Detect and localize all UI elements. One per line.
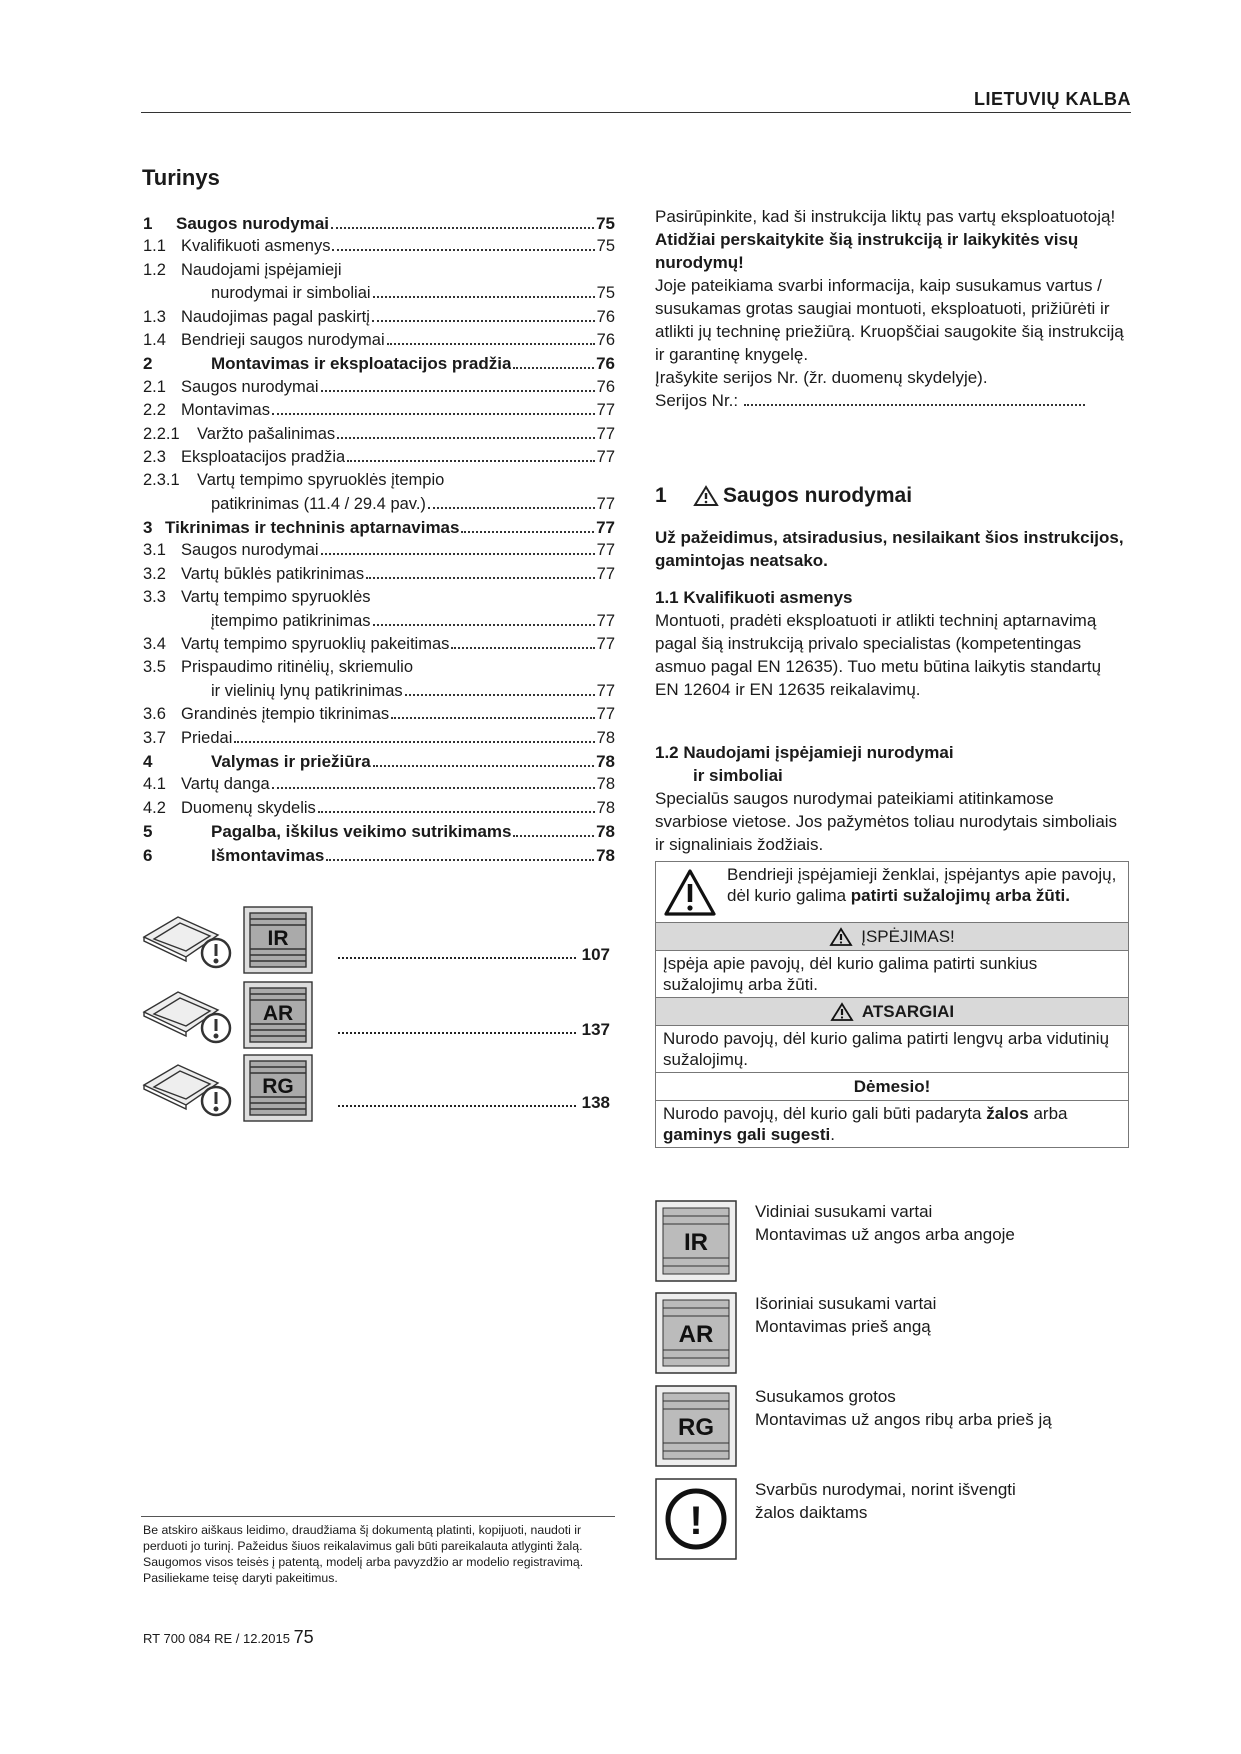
symbol-description: [755, 1200, 1015, 1246]
toc-label: įtempimo patikrinimas: [211, 611, 371, 630]
warning-triangle-icon: [693, 485, 719, 507]
toc-number: 2.2: [143, 401, 166, 420]
ref-page: 138: [581, 1093, 610, 1112]
symbol-row-ar: [655, 1292, 1125, 1377]
symbol-title: Svarbūs nurodymai, norint išvengti: [755, 1480, 1016, 1499]
toc-entry: [143, 214, 615, 237]
symbol-title: Išoriniai susukami vartai: [755, 1294, 937, 1313]
symbol-description: [755, 1478, 1016, 1524]
toc-dots: [373, 765, 594, 767]
toc-number: 5: [143, 822, 153, 842]
toc-dots: [387, 343, 595, 345]
ref-row-rg: [140, 1053, 612, 1123]
toc-number: 1.4: [143, 330, 166, 349]
toc-number: 3.4: [143, 635, 166, 654]
toc-entry: [143, 541, 615, 564]
symbol-subtitle: žalos daiktams: [755, 1503, 868, 1522]
toc-page: 77: [596, 494, 615, 513]
toc-number: 4.2: [143, 798, 166, 817]
toc-label: Tikrinimas ir techninis aptarnavimas: [165, 518, 460, 538]
toc-label: Varžto pašalinimas: [197, 424, 336, 443]
rolling-grille-icon: [655, 1385, 737, 1467]
ref-dots: [338, 1032, 576, 1034]
outer-rolling-door-icon: [655, 1292, 737, 1374]
warning-text: Įspėja apie pavojų, dėl kurio galima patirti sunkius sužalojimų arba žūti.: [656, 951, 1128, 998]
section-title: Saugos nurodymai: [723, 484, 913, 507]
toc-entry: [143, 518, 615, 541]
section-1-heading: [655, 484, 1125, 507]
toc-entry: [143, 448, 615, 471]
toc-dots: [366, 577, 595, 579]
subsection-1-2-title: [655, 741, 1125, 787]
text-part: .: [830, 1125, 835, 1144]
toc-number: 2.1: [143, 377, 166, 396]
language-label: LIETUVIŲ KALBA: [974, 89, 1131, 109]
text-emphasis: gaminys gali sugesti: [663, 1125, 831, 1144]
toc-dots: [451, 647, 594, 649]
intro-block: [655, 205, 1125, 412]
symbol-row-important: [655, 1478, 1125, 1563]
toc-entry: [143, 237, 615, 260]
svg-text:!: !: [689, 1499, 703, 1543]
ir-manual-reference-icon: [140, 905, 330, 975]
svg-text:AR: AR: [262, 1002, 294, 1025]
caution-text: Nurodo pavojų, dėl kurio galima patirti lengvų arba vidutinių sužalojimų.: [656, 1026, 1128, 1073]
svg-text:RG: RG: [262, 1075, 294, 1098]
toc-entry: [143, 846, 615, 869]
toc-label: Saugos nurodymai: [181, 377, 319, 396]
toc-page: 78: [596, 822, 615, 842]
toc-label: nurodymai ir simboliai: [211, 284, 371, 303]
toc-entry-continuation: [143, 612, 615, 635]
symbol-subtitle: Montavimas už angos ribų arba prieš ją: [755, 1410, 1052, 1429]
toc-page: 77: [596, 401, 615, 420]
warning-triangle-icon: [829, 927, 853, 947]
toc-label: Vartų tempimo spyruoklės: [181, 588, 371, 607]
ref-page: 107: [581, 945, 610, 964]
subsection-title-line: 1.2 Naudojami įspėjamieji nurodymai: [655, 743, 954, 762]
toc-label: Prispaudimo ritinėlių, skriemulio: [181, 658, 413, 677]
toc-label: Vartų tempimo spyruoklės įtempio: [197, 471, 445, 490]
toc-number: 3: [143, 518, 153, 538]
toc-dots: [318, 811, 595, 813]
toc-dots: [321, 390, 595, 392]
text-part: arba: [1028, 1104, 1068, 1123]
toc-label: ir vielinių lynų patikrinimas: [211, 681, 403, 700]
warning-label: ĮSPĖJIMAS!: [861, 927, 955, 946]
ar-manual-reference-icon: [140, 980, 330, 1050]
general-warning-text: [727, 864, 1121, 918]
symbol-description: [755, 1385, 1052, 1431]
toc-page: 76: [596, 377, 615, 396]
warning-triangle-icon: [663, 868, 717, 918]
symbol-title: Susukamos grotos: [755, 1387, 896, 1406]
toc-label: Priedai: [181, 728, 233, 747]
toc-number: 6: [143, 845, 153, 865]
ref-page: 137: [581, 1020, 610, 1039]
toc-entry: [143, 729, 615, 752]
toc-dots: [234, 741, 594, 743]
toc-page: 76: [596, 307, 615, 326]
toc-number: 4: [143, 751, 153, 771]
toc-entry: [143, 354, 615, 377]
toc-dots: [332, 249, 594, 251]
toc-label: Išmontavimas: [211, 845, 325, 865]
toc-title: Turinys: [142, 165, 220, 190]
toc-label: Vartų būklės patikrinimas: [181, 564, 365, 583]
caution-heading: [656, 998, 1128, 1026]
toc-number: 2.3.1: [143, 471, 180, 490]
legal-rule: [141, 1516, 615, 1517]
toc-label: Grandinės įtempio tikrinimas: [181, 705, 390, 724]
section-number: 1: [655, 484, 667, 507]
toc-label: Vartų tempimo spyruoklių pakeitimas: [181, 635, 450, 654]
toc-entry: [143, 658, 615, 681]
svg-text:AR: AR: [678, 1321, 714, 1348]
toc-entry: [143, 635, 615, 658]
toc-page: 75: [596, 237, 615, 256]
toc-label: Bendrieji saugos nurodymai: [181, 330, 385, 349]
serial-fill: [744, 404, 1085, 406]
svg-text:RG: RG: [678, 1414, 714, 1441]
toc-dots: [428, 507, 595, 509]
toc-page: 76: [596, 330, 615, 349]
inner-rolling-door-icon: [655, 1200, 737, 1282]
serial-line: [655, 389, 1085, 412]
toc-number: 3.1: [143, 541, 166, 560]
toc-page: 78: [596, 728, 615, 747]
toc-label: Naudojimas pagal paskirtį: [181, 307, 370, 326]
toc-entry: [143, 822, 615, 845]
text-emphasis: patirti sužalojimų arba žūti.: [850, 886, 1070, 905]
toc-page: 75: [596, 214, 615, 233]
toc-page: 76: [596, 354, 615, 374]
toc-label: Saugos nurodymai: [181, 541, 319, 560]
legal-notice: Be atskiro aiškaus leidimo, draudžiama šį dokumentą platinti, kopijuoti, naudoti ir perduoti jo turinį. Pažeidus šiuos reikalavimus gali būti pareikalauta atlyginti žalą. Saugomos visos teisės į patentą, modelį arba pavyzdžio ar modelio registravimą. Pasiliekame teisę daryti pakeitimus.: [143, 1523, 584, 1585]
toc-dots: [347, 460, 594, 462]
toc-number: 3.5: [143, 658, 166, 677]
toc-dots: [513, 367, 594, 369]
toc-label: Saugos nurodymai: [176, 214, 330, 233]
toc-entry: [143, 308, 615, 331]
page-number: 75: [293, 1627, 314, 1647]
attention-heading: Dėmesio!: [656, 1073, 1128, 1101]
toc-entry: [143, 799, 615, 822]
toc-number: 1.2: [143, 260, 166, 279]
svg-text:IR: IR: [684, 1229, 708, 1256]
symbol-subtitle: Montavimas prieš angą: [755, 1317, 931, 1336]
toc-number: 3.7: [143, 728, 166, 747]
toc-number: 1: [143, 214, 153, 233]
ref-dots: [338, 957, 576, 959]
document-number: RT 700 084 RE / 12.2015: [143, 1631, 290, 1646]
intro-text: Pasirūpinkite, kad ši instrukcija liktų pas vartų eksploatuotoją!: [655, 207, 1116, 226]
toc-number: 2: [143, 354, 153, 374]
toc-entry: [143, 775, 615, 798]
toc-dots: [272, 413, 595, 415]
ref-row-ar: [140, 980, 612, 1050]
subsection-title-line: ir simboliai: [693, 766, 783, 785]
page-footer: [143, 1627, 314, 1648]
svg-text:IR: IR: [267, 927, 289, 950]
toc-page: 78: [596, 845, 615, 865]
toc-number: 3.6: [143, 705, 166, 724]
attention-text: [656, 1101, 1128, 1147]
toc-dots: [321, 553, 595, 555]
toc-page: 77: [596, 681, 615, 700]
toc-label: Pagalba, iškilus veikimo sutrikimams: [211, 822, 512, 842]
toc-page: 75: [596, 284, 615, 303]
toc-label: Montavimas ir eksploatacijos pradžia: [211, 354, 512, 374]
toc-page: 77: [596, 564, 615, 583]
toc-dots: [272, 787, 595, 789]
ref-dots: [338, 1105, 576, 1107]
toc-entry: [143, 705, 615, 728]
toc-dots: [513, 835, 594, 837]
symbol-description: [755, 1292, 936, 1338]
warning-heading: [656, 923, 1128, 951]
toc-entry: [143, 401, 615, 424]
toc-label: Duomenų skydelis: [181, 798, 316, 817]
toc-dots: [461, 531, 594, 533]
toc-label: Kvalifikuoti asmenys: [181, 237, 331, 256]
symbol-title: Vidiniai susukami vartai: [755, 1202, 933, 1221]
toc-entry: [143, 331, 615, 354]
table-of-contents: [143, 214, 615, 869]
toc-dots: [372, 320, 595, 322]
warning-table: [655, 861, 1129, 1148]
toc-number: 1.3: [143, 307, 166, 326]
toc-label: patikrinimas (11.4 / 29.4 pav.): [211, 494, 426, 513]
header-rule: [141, 112, 1131, 113]
toc-entry-continuation: [143, 284, 615, 307]
symbol-row-rg: [655, 1385, 1125, 1470]
subsection-1-1-text: Montuoti, pradėti eksploatuoti ir atlikti techninį aptarnavimą pagal šią instrukciją privalo specialistas (kompetentingas asmuo pagal EN 12635). Tuo metu būtina laikytis standartų EN 12604 ir EN 12635 reikalavimų.: [655, 611, 1102, 699]
toc-number: 3.2: [143, 564, 166, 583]
toc-page: 77: [596, 447, 615, 466]
caution-label: ATSARGIAI: [861, 1002, 955, 1021]
serial-label: Serijos Nr.:: [655, 391, 739, 410]
text-emphasis: žalos: [986, 1104, 1029, 1123]
toc-dots: [326, 859, 594, 861]
toc-page: 78: [596, 751, 615, 771]
ref-row-ir: [140, 905, 612, 975]
text-part: Nurodo pavojų, dėl kurio gali būti padaryta: [663, 1104, 987, 1123]
toc-entry: [143, 588, 615, 611]
toc-entry: [143, 471, 615, 494]
toc-dots: [373, 296, 595, 298]
symbol-subtitle: Montavimas už angos arba angoje: [755, 1225, 1015, 1244]
toc-page: 77: [596, 424, 615, 443]
toc-number: 2.3: [143, 447, 166, 466]
toc-page: 77: [596, 518, 615, 538]
toc-number: 3.3: [143, 588, 166, 607]
toc-entry: [143, 565, 615, 588]
toc-page: 78: [596, 775, 615, 794]
toc-entry: [143, 752, 615, 775]
toc-number: 4.1: [143, 775, 166, 794]
toc-dots: [331, 227, 594, 229]
toc-dots: [337, 437, 594, 439]
toc-dots: [391, 717, 594, 719]
intro-emphasis: Atidžiai perskaitykite šią instrukciją ir laikykitės visų nurodymų!: [655, 230, 1079, 272]
toc-entry: [143, 261, 615, 284]
warning-triangle-icon: [830, 1002, 854, 1022]
toc-label: Eksploatacijos pradžia: [181, 447, 346, 466]
toc-entry-continuation: [143, 682, 615, 705]
toc-dots: [373, 624, 595, 626]
toc-page: 78: [596, 798, 615, 817]
subsection-1-1-title: 1.1 Kvalifikuoti asmenys: [655, 588, 853, 607]
symbol-row-ir: [655, 1200, 1125, 1285]
toc-number: 2.2.1: [143, 424, 180, 443]
toc-page: 77: [596, 635, 615, 654]
intro-text: Joje pateikiama svarbi informacija, kaip susukamus vartus / susukamas grotas saugiai montuoti, eksploatuoti, prižiūrėti ir atlikti jų techninę priežiūrą. Kruopščiai saugokite šią instrukciją ir garantinę knygelę.: [655, 276, 1124, 364]
exclamation-circle-icon: [655, 1478, 737, 1560]
general-warning-row: [656, 862, 1128, 923]
toc-entry-continuation: [143, 495, 615, 518]
text-part: Bendrieji įspėjamieji ženklai, įspėjantys apie pavojų, dėl kurio galima: [727, 865, 1117, 905]
toc-page: 77: [596, 541, 615, 560]
toc-entry: [143, 378, 615, 401]
toc-page: 77: [596, 611, 615, 630]
rg-manual-reference-icon: [140, 1053, 330, 1123]
toc-page: 77: [596, 705, 615, 724]
toc-entry: [143, 425, 615, 448]
toc-number: 1.1: [143, 237, 166, 256]
toc-label: Valymas ir priežiūra: [211, 751, 371, 771]
toc-label: Vartų danga: [181, 775, 270, 794]
toc-dots: [405, 694, 595, 696]
section-lead: Už pažeidimus, atsiradusius, nesilaikant šios instrukcijos, gamintojas neatsako.: [655, 528, 1124, 570]
toc-label: Montavimas: [181, 401, 270, 420]
intro-text: Įrašykite serijos Nr. (žr. duomenų skydelyje).: [655, 368, 988, 387]
toc-label: Naudojami įspėjamieji: [181, 260, 342, 279]
subsection-1-2-text: Specialūs saugos nurodymai pateikiami atitinkamose svarbiose vietose. Jos pažymėtos toliau nurodytais simboliais ir signaliniais žodžiais.: [655, 789, 1118, 854]
